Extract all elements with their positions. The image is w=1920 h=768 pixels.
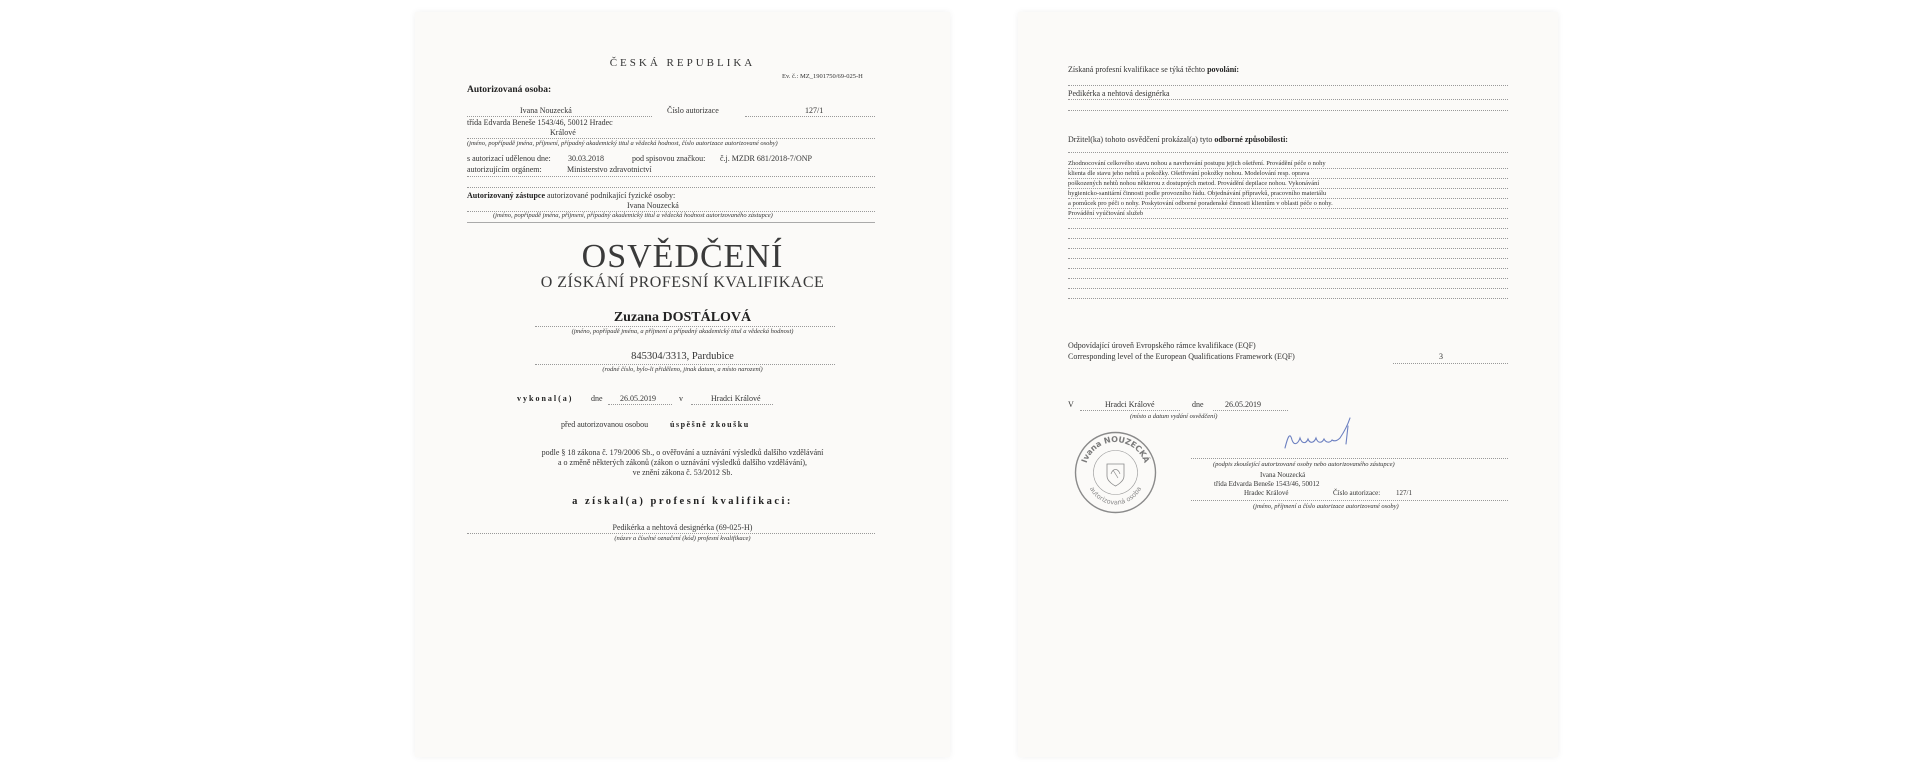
before-label: před autorizovanou osobou <box>561 420 649 429</box>
stamp-image <box>1073 430 1158 515</box>
competence-line: poškozených nehtů nohou některou z dostupných metod. Provádění depilace nohou. Vykonávání <box>1068 180 1320 187</box>
authorized-person-name: Ivana Nouzecká <box>520 106 572 115</box>
eqf-label-en: Corresponding level of the European Qualifications Framework (EQF) <box>1068 352 1295 361</box>
eqf-label-cz: Odpovídající úroveň Evropského rámce kvalifikace (EQF) <box>1068 341 1256 350</box>
dotted-line <box>691 404 773 405</box>
law-line-2: a o změně některých zákonů (zákon o uznávání výsledků dalšího vzdělávání), <box>557 458 807 467</box>
address-line-1: třída Edvarda Beneše 1543/46, 50012 Hradec <box>467 118 613 127</box>
authorization-number-label: Číslo autorizace <box>667 106 719 115</box>
dotted-line <box>1068 238 1508 239</box>
signer-auth-label: Číslo autorizace: <box>1333 489 1381 497</box>
dotted-line <box>1393 363 1508 364</box>
dotted-line <box>1080 410 1180 411</box>
dotted-line <box>1213 410 1288 411</box>
signature-image <box>1280 414 1370 454</box>
exam-place: Hradci Králové <box>711 394 761 403</box>
representative-label-rest: autorizované podnikající fyzické osoby: <box>547 191 676 200</box>
stamp-bottom-text <box>1088 485 1143 506</box>
dotted-line <box>467 138 875 139</box>
dotted-line <box>1068 298 1508 299</box>
dotted-line <box>467 187 875 188</box>
dotted-line <box>1068 198 1508 199</box>
dotted-line <box>1068 278 1508 279</box>
dotted-line <box>1068 258 1508 259</box>
dotted-line <box>467 116 652 117</box>
stamp-name-path: Ivana NOUZECKÁ <box>1079 434 1152 465</box>
dotted-line <box>535 326 835 327</box>
granted-date: 30.03.2018 <box>568 154 604 163</box>
dotted-line <box>1068 188 1508 189</box>
dotted-line <box>1068 85 1508 86</box>
gained-label: a získal(a) profesní kvalifikaci: <box>572 496 793 507</box>
signer-caption: (jméno, příjmení a číslo autorizace autorizované osoby) <box>1253 503 1399 510</box>
occupation-label <box>1068 66 1239 74</box>
signer-name: Ivana Nouzecká <box>1260 471 1306 479</box>
dotted-line <box>1068 228 1508 229</box>
certificate-front-page <box>415 12 950 757</box>
dotted-line <box>1191 500 1508 501</box>
law-line-3: ve znění zákona č. 53/2012 Sb. <box>632 468 733 477</box>
dotted-line <box>1068 268 1508 269</box>
holder-caption: (jméno, popřípadě jména, a příjmení a případný akademický titul a vědecká hodnost) <box>571 328 794 335</box>
representative-caption: (jméno, popřípadě jména, příjmení, případný akademický titul a vědecká hodnost autorizovaného zástupce) <box>493 212 773 219</box>
signer-auth-number: 127/1 <box>1396 489 1412 497</box>
exam-date: 26.05.2019 <box>620 394 656 403</box>
authorization-number: 127/1 <box>805 106 824 115</box>
representative-label-bold: Autorizovaný zástupce <box>467 191 545 200</box>
stamp-bottom-path: autorizovaná osoba <box>1087 485 1144 507</box>
occupation-label-bold: povolání: <box>1207 65 1240 74</box>
dotted-line <box>535 364 835 365</box>
competence-line: Provádění vyúčtování služeb <box>1068 210 1144 217</box>
birth-caption: (rodné číslo, bylo-li přiděleno, jinak datum, a místo narození) <box>602 366 763 373</box>
signer-address-line-1: třída Edvarda Beneše 1543/46, 50012 <box>1214 480 1320 488</box>
competence-line: klienta dle stavu jeho nehtů a pokožky. Ošetřování pokožky nohou. Modelování resp. oprava <box>1068 170 1310 177</box>
passed-label: vykonal(a) <box>517 394 574 403</box>
lion-icon <box>1111 470 1120 479</box>
signature-caption: (podpis zkoušející autorizované osoby nebo autorizovaného zástupce) <box>1213 461 1395 468</box>
country-heading: ČESKÁ REPUBLIKA <box>609 57 756 69</box>
address-line-2: Králové <box>550 128 576 137</box>
file-number: č.j. MZDR 681/2018-7/ONP <box>720 154 812 163</box>
authorized-person-label: Autorizovaná osoba: <box>467 85 552 95</box>
dotted-line <box>467 533 875 534</box>
date-label: dne <box>1192 400 1204 409</box>
signature-line <box>1191 458 1508 459</box>
dotted-line <box>745 116 875 117</box>
place-date-caption: (místo a datum vydání osvědčení) <box>1130 413 1218 420</box>
holder-name: Zuzana DOSTÁLOVÁ <box>613 310 752 325</box>
qualification-name: Pedikérka a nehtová designérka (69-025-H) <box>612 523 753 532</box>
signer-address-line-2: Hradec Králové <box>1244 489 1289 497</box>
dotted-line <box>608 404 672 405</box>
in-label: v <box>679 394 683 403</box>
certificate-subtitle: O ZÍSKÁNÍ PROFESNÍ KVALIFIKACE <box>540 274 825 291</box>
file-number-label: pod spisovou značkou: <box>632 154 706 163</box>
eqf-level: 3 <box>1439 352 1443 361</box>
dotted-line <box>1068 178 1508 179</box>
dotted-line <box>1068 208 1508 209</box>
competence-line: Zhodnocování celkového stavu nohou a navrhování postupu jejich ošetření. Provádění péče o nohy <box>1068 160 1326 167</box>
issue-date: 26.05.2019 <box>1225 400 1261 409</box>
competence-label-bold: odborné způsobilosti: <box>1214 135 1288 144</box>
law-line-1: podle § 18 zákona č. 179/2006 Sb., o ověřování a uznávání výsledků dalšího vzdělávání <box>541 448 824 457</box>
dotted-line <box>1068 99 1508 100</box>
authority-label: autorizujícím orgánem: <box>467 165 542 174</box>
authority-name: Ministerstvo zdravotnictví <box>567 165 652 174</box>
dotted-line <box>467 176 875 177</box>
competence-line: a pomůcek pro péči o nohy. Poskytování odborné poradenské činnosti klientům v oblasti péče o nohy. <box>1068 200 1333 207</box>
competence-line: hygienicko-sanitární činnosti podle provozního řádu. Objednávání přípravků, pracovního materiálu <box>1068 190 1327 197</box>
place-prefix: V <box>1068 400 1074 409</box>
dotted-line <box>1068 248 1508 249</box>
certificate-title: OSVĚDČENÍ <box>581 238 784 275</box>
certificate-back-page <box>1018 12 1558 757</box>
representative-label <box>467 192 675 200</box>
dotted-line <box>1068 110 1508 111</box>
stamp-name-text <box>1080 435 1154 465</box>
success-label: úspěšně zkoušku <box>670 420 750 429</box>
dotted-line <box>1068 152 1508 153</box>
issue-place: Hradci Králové <box>1105 400 1155 409</box>
competence-label-plain: Držitel(ka) tohoto osvědčení prokázal(a) tyto <box>1068 135 1213 144</box>
dotted-line <box>1068 218 1508 219</box>
granted-label: s autorizací udělenou dne: <box>467 154 551 163</box>
birth-info: 845304/3313, Pardubice <box>631 351 734 362</box>
competence-label <box>1068 136 1288 144</box>
emblem-shield-icon <box>1107 464 1124 486</box>
section-rule <box>467 222 875 223</box>
representative-name: Ivana Nouzecká <box>627 201 679 210</box>
on-label: dne <box>591 394 603 403</box>
dotted-line <box>1068 288 1508 289</box>
dotted-line <box>1068 168 1508 169</box>
person-caption: (jméno, popřípadě jména, příjmení, případný akademický titul a vědecká hodnost, číslo autorizace autorizované osoby) <box>467 140 778 147</box>
evidence-number: Ev. č.: MZ_1901750/69-025-H <box>782 73 863 80</box>
occupation-value: Pedikérka a nehtová designérka <box>1068 89 1170 98</box>
qualification-caption: (název a číselné označení (kód) profesní kvalifikace) <box>614 535 751 542</box>
occupation-label-plain: Získaná profesní kvalifikace se týká těchto <box>1068 65 1206 74</box>
